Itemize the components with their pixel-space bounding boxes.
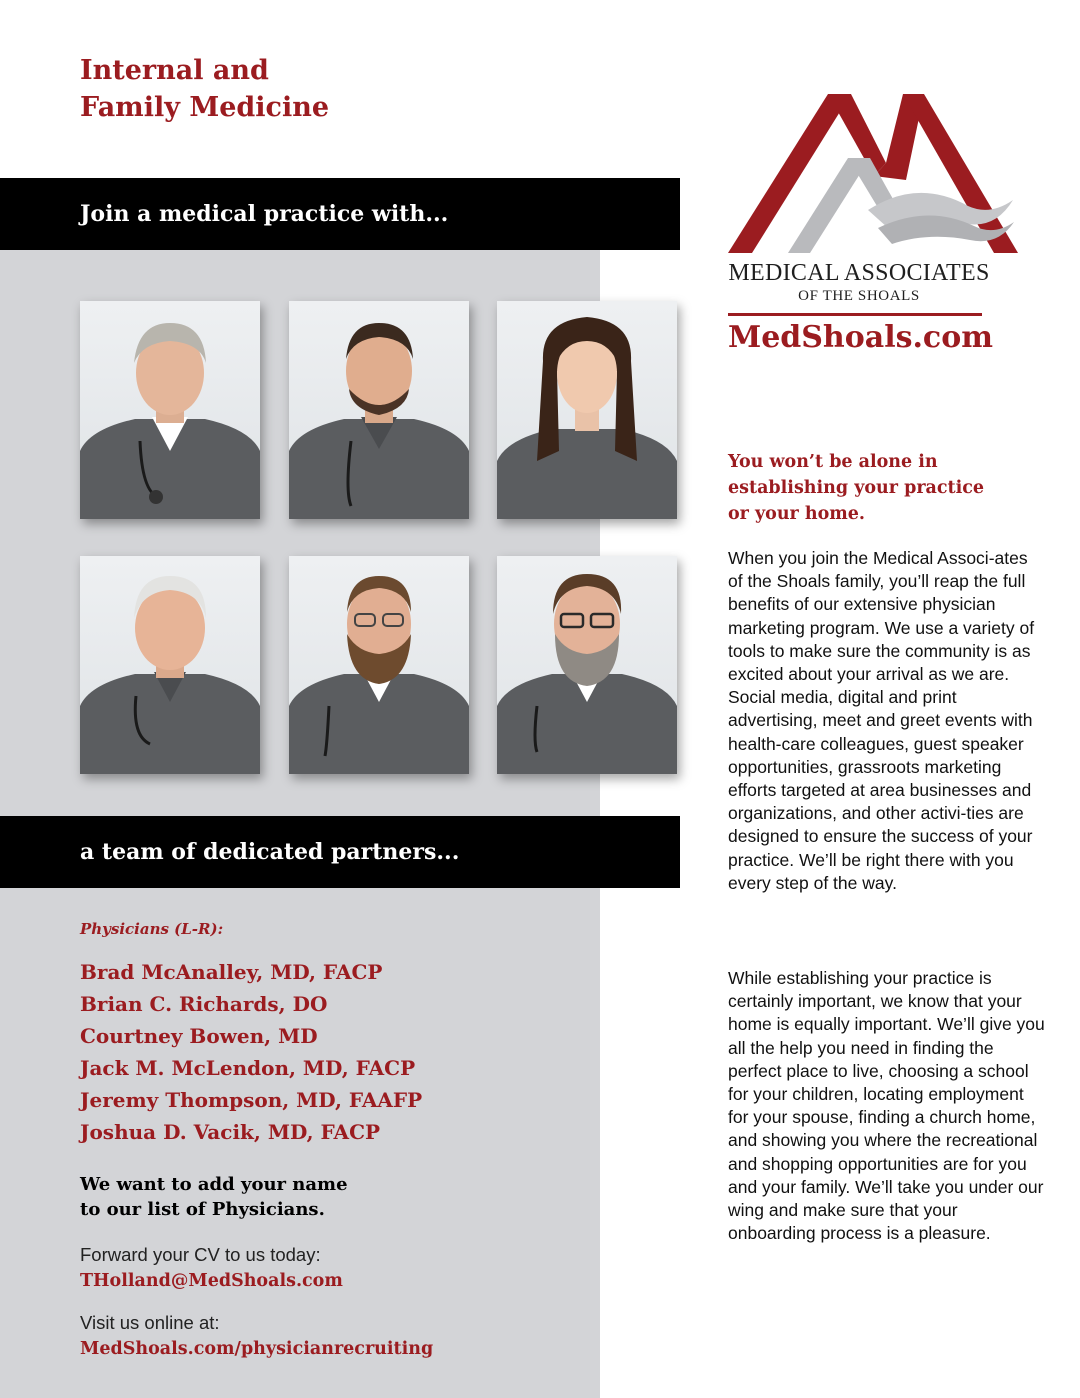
right-heading-line-2: establishing your practice — [728, 478, 985, 498]
physician-photo-1 — [80, 301, 260, 519]
marketing-paragraph: When you join the Medical Associ-ates of the Shoals family, you’ll reap the full benefits of our extensive physician marketing program. We use a variety of tools to make sure the community is as excited about your arrival as we are. Social media, digital and print advertising, meet and greet events with health-care colleagues, guest speaker opportunities, grassroots marketing efforts targeted at area businesses and organizations, and other activi-ties are designed to ensure the success of your practice. We’ll be right there with you every step of the way. — [728, 548, 1035, 893]
contact-email-link[interactable]: THolland@MedShoals.com — [80, 1271, 343, 1291]
physician-name: Brian C. Richards, DO — [80, 992, 328, 1016]
call-to-action — [80, 1172, 348, 1222]
cta-line-1: We want to add your name — [80, 1174, 348, 1195]
physician-name: Courtney Bowen, MD — [80, 1024, 318, 1048]
logo-divider — [728, 313, 982, 316]
visit-online-label: Visit us online at: — [80, 1312, 220, 1333]
logo-website[interactable]: MedShoals.com — [728, 320, 993, 355]
banner-join-practice: Join a medical practice with... — [0, 178, 680, 250]
cta-line-2: to our list of Physicians. — [80, 1199, 325, 1220]
logo-subname: OF THE SHOALS — [798, 288, 920, 304]
medical-associates-logo — [728, 88, 1018, 258]
physician-name: Jack M. McLendon, MD, FACP — [80, 1056, 416, 1080]
title-line-2: Family Medicine — [80, 92, 330, 123]
physician-name: Joshua D. Vacik, MD, FACP — [80, 1120, 381, 1144]
physician-photo-3 — [497, 301, 677, 519]
forward-cv-label: Forward your CV to us today: — [80, 1244, 321, 1265]
physician-photo-4 — [80, 556, 260, 774]
physician-name: Jeremy Thompson, MD, FAAFP — [80, 1088, 423, 1112]
physician-photo-2 — [289, 301, 469, 519]
page-title — [80, 52, 329, 126]
home-paragraph: While establishing your practice is certainly important, we know that your home is equally important. We’ll give you all the help you need in finding the perfect place to live, choosing a school for your children, locating employment for your spouse, finding a church home, and showing you where the recreational and shopping opportunities are for you and your family. We’ll take you under our wing and make sure that your onboarding process is a pleasure. — [728, 968, 1045, 1244]
right-heading — [728, 449, 1048, 527]
right-heading-line-3: or your home. — [728, 504, 866, 524]
banner-team-partners: a team of dedicated partners... — [0, 816, 680, 888]
title-line-1: Internal and — [80, 55, 269, 86]
recruiting-url-link[interactable]: MedShoals.com/physicianrecruiting — [80, 1339, 434, 1359]
physician-list — [80, 956, 422, 1148]
physician-photo-5 — [289, 556, 469, 774]
physician-photo-6 — [497, 556, 677, 774]
physician-name: Brad McAnalley, MD, FACP — [80, 960, 383, 984]
right-heading-line-1: You won’t be alone in — [728, 452, 938, 472]
logo-name: MEDICAL ASSOCIATES — [728, 260, 990, 286]
physicians-label: Physicians (L-R): — [80, 920, 224, 938]
